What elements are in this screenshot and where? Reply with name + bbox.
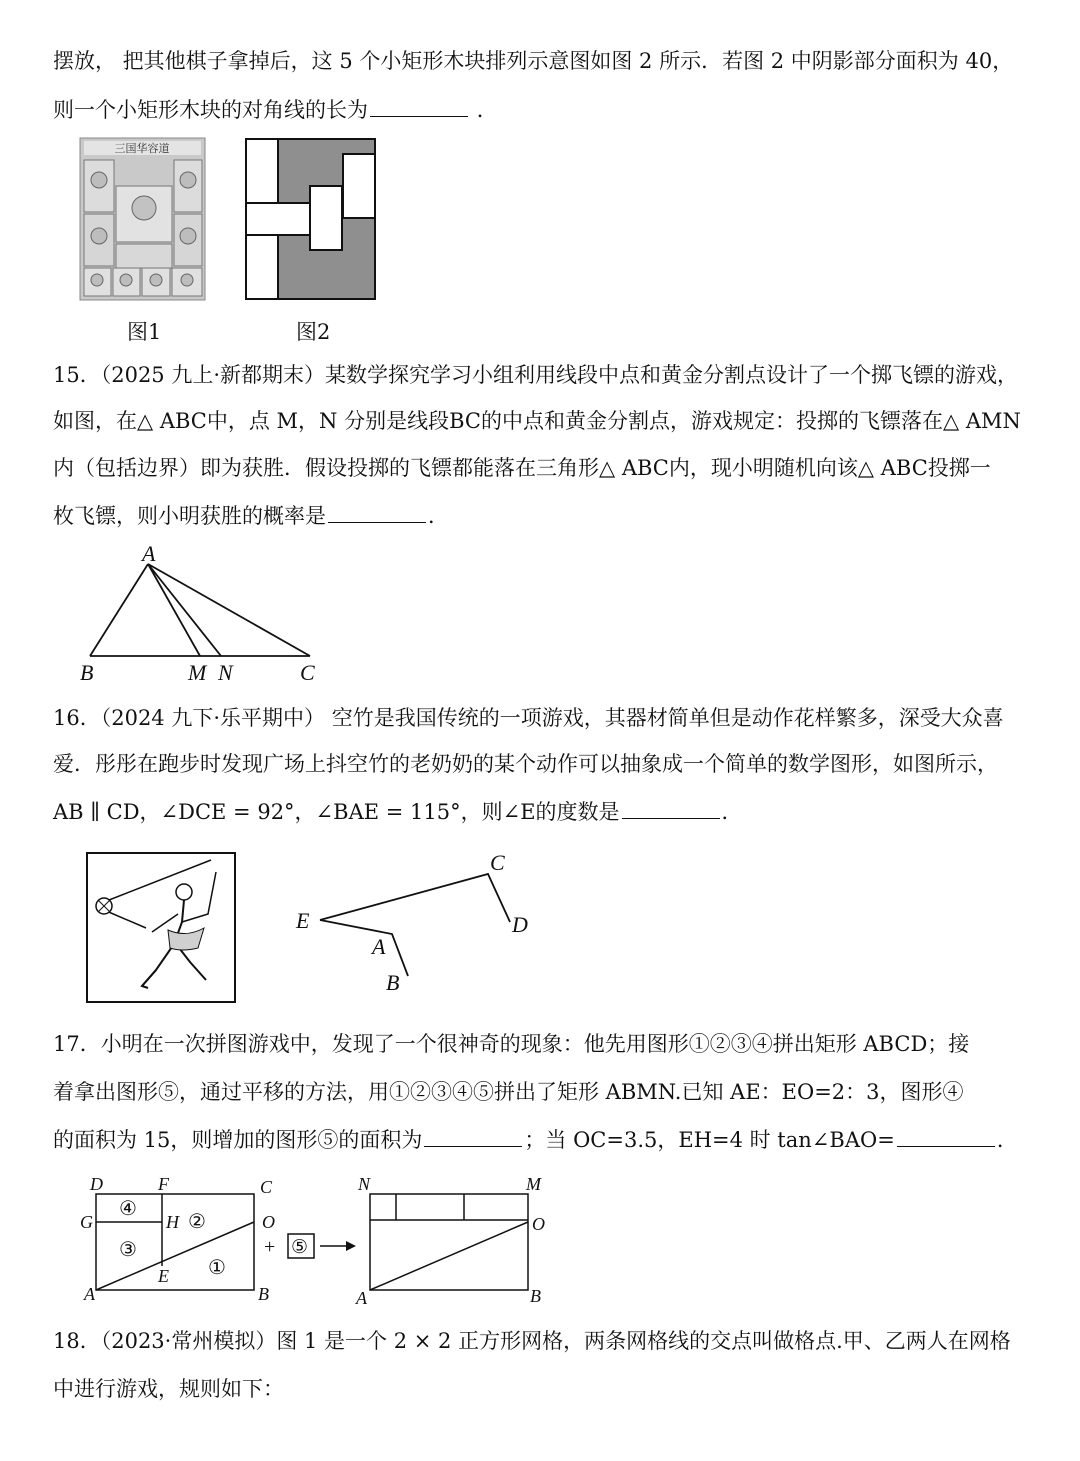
- label-E: E: [158, 1266, 169, 1286]
- q14-line2-text: 则一个小矩形木块的对角线的长为: [53, 98, 368, 122]
- q15-line1: 15．（2025 九上·新都期末）某数学探究学习小组利用线段中点和黄金分割点设计了一个掷飞镖的游戏，: [53, 363, 1019, 387]
- fig1-photo-title: 三国华容道: [114, 143, 170, 155]
- diabolo-player-illustration: [86, 852, 236, 1004]
- piece-label-1: ①: [208, 1257, 226, 1279]
- fig2-caption: 图2: [296, 320, 331, 344]
- q14-line2-end: ．: [476, 98, 498, 122]
- label-B: B: [258, 1284, 269, 1304]
- q18-line2: 中进行游戏，规则如下：: [53, 1377, 284, 1401]
- q15-line2: 如图，在△ ABC中，点 M，N 分别是线段BC的中点和黄金分割点，游戏规定：投掷的飞镖落在△ AMN: [53, 409, 1021, 433]
- label-M: M: [188, 660, 207, 685]
- answer-blank-q17-tan[interactable]: [897, 1124, 995, 1147]
- plus-sign: +: [264, 1236, 276, 1258]
- label-C: C: [300, 660, 315, 685]
- rectangle-abmn-diagram: [352, 1172, 562, 1308]
- q15-line3: 内（包括边界）即为获胜．假设投掷的飞镖都能落在三角形△ ABC内，现小明随机向该△ ABC投掷一: [53, 456, 991, 480]
- label-D: D: [90, 1174, 103, 1194]
- label-G: G: [80, 1212, 93, 1232]
- label-C: C: [490, 850, 505, 875]
- q15-line4-end: ．: [428, 504, 449, 528]
- q17-line2: 着拿出图形⑤，通过平移的方法，用①②③④⑤拼出了矩形 ABMN.已知 AE：EO=2：3，图形④: [53, 1080, 964, 1104]
- q15-line4-text: 枚飞镖，则小明获胜的概率是: [53, 504, 326, 528]
- label-O: O: [262, 1212, 275, 1232]
- q17-line3: [53, 1124, 1018, 1155]
- q17-line3-text-b: ；当 OC=3.5，EH=4 时 tan∠BAO=: [524, 1128, 895, 1152]
- piece-label-4: ④: [119, 1198, 137, 1220]
- label-H: H: [166, 1212, 179, 1232]
- answer-blank-q16[interactable]: [622, 796, 720, 819]
- q16-line3-text: AB ∥ CD，∠DCE = 92°，∠BAE = 115°，则∠E的度数是: [53, 800, 620, 824]
- rectangle-abcd-diagram: [76, 1172, 288, 1308]
- q15-line4: [53, 500, 449, 531]
- label-B: B: [386, 970, 400, 995]
- fig1-caption: 图1: [127, 320, 162, 344]
- q18-line1: 18．（2023·常州模拟）图 1 是一个 2 × 2 正方形网格，两条网格线的交点叫做格点.甲、乙两人在网格: [53, 1329, 1011, 1353]
- label-D: D: [512, 912, 528, 937]
- q16-line2: 爱．彤彤在跑步时发现广场上抖空竹的老奶奶的某个动作可以抽象成一个简单的数学图形，如图所示，: [53, 752, 998, 776]
- answer-blank-q14[interactable]: [370, 94, 468, 117]
- label-A: A: [84, 1284, 95, 1304]
- q17-line1: 17．小明在一次拼图游戏中，发现了一个很神奇的现象：他先用图形①②③④拼出矩形 ABCD；接: [53, 1032, 970, 1056]
- fig2-rectangle-diagram: [244, 138, 378, 302]
- label-B: B: [530, 1286, 541, 1306]
- piece-label-2: ②: [188, 1211, 206, 1233]
- label-A: A: [372, 934, 386, 959]
- label-O: O: [532, 1214, 545, 1234]
- fig1-huarongdao-photo: [80, 138, 205, 300]
- q14-line1: 摆放， 把其他棋子拿掉后，这 5 个小矩形木块排列示意图如图 2 所示．若图 2 中阴影部分面积为 40，: [53, 49, 1014, 73]
- label-B: B: [80, 660, 94, 685]
- label-E: E: [296, 908, 310, 933]
- q14-line2: [53, 94, 498, 125]
- label-F: F: [158, 1174, 169, 1194]
- piece-label-3: ③: [119, 1239, 137, 1261]
- answer-blank-q17-area[interactable]: [424, 1124, 522, 1147]
- label-C: C: [260, 1177, 273, 1197]
- q17-line3-text-a: 的面积为 15，则增加的图形⑤的面积为: [53, 1128, 423, 1152]
- label-A: A: [142, 541, 156, 566]
- angle-diagram: [290, 848, 550, 998]
- label-A: A: [356, 1288, 367, 1308]
- label-N: N: [358, 1174, 371, 1194]
- piece-5-label: ⑤: [291, 1237, 309, 1258]
- q16-line3-end: ．: [721, 800, 743, 824]
- label-M: M: [526, 1174, 541, 1194]
- q16-line3: [53, 796, 743, 827]
- triangle-abc-diagram: [70, 540, 330, 688]
- q17-line3-end: ．: [996, 1128, 1018, 1152]
- answer-blank-q15[interactable]: [328, 500, 426, 523]
- transform-arrow-group: [262, 1228, 358, 1264]
- q16-line1: 16．（2024 九下·乐平期中） 空竹是我国传统的一项游戏，其器材简单但是动作花样繁多，深受大众喜: [53, 706, 1004, 730]
- label-N: N: [218, 660, 233, 685]
